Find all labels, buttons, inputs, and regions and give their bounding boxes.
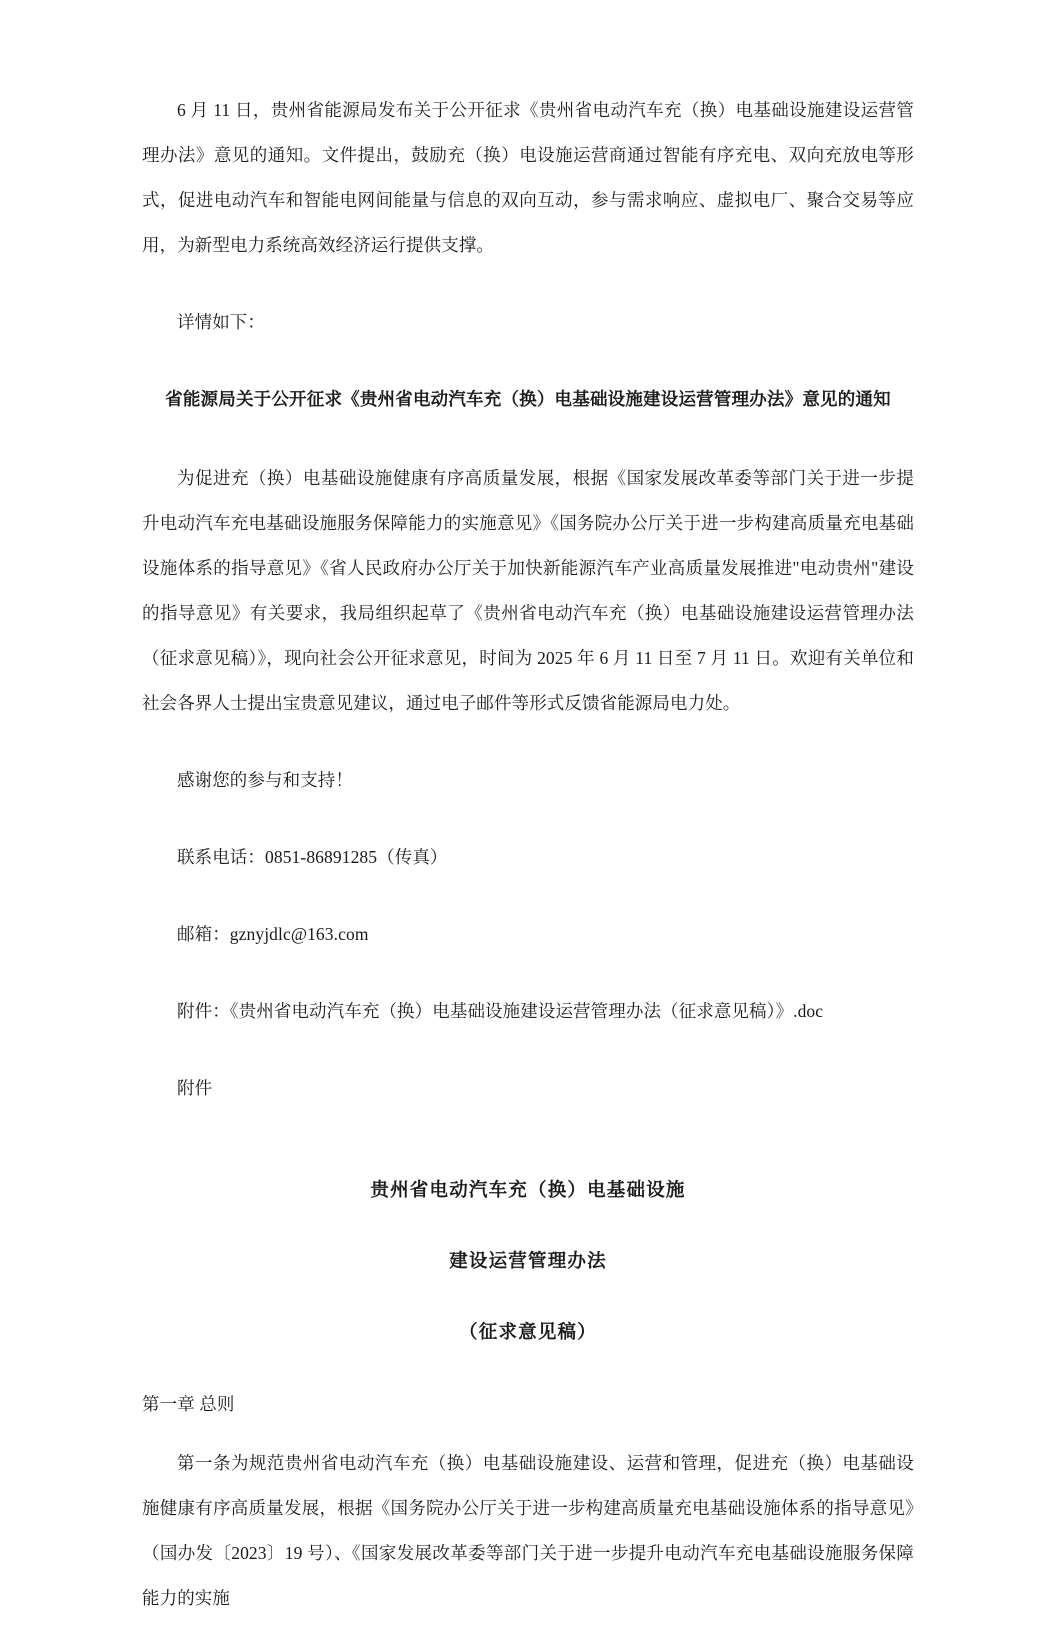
- measure-title-line-2: 建设运营管理办法: [449, 1252, 607, 1272]
- spacer: [142, 1052, 914, 1066]
- notice-body-paragraph: 为促进充（换）电基础设施健康有序高质量发展，根据《国家发展改革委等部门关于进一步提升电动汽车充电基础设施服务保障能力的实施意见》《国务院办公厅关于进一步构建高质量充电基础设施体系的指导意见》《省人民政府办公厅关于加快新能源汽车产业高质量发展推进"电动贵州"建设的指导意见》有关要求，我局组织起草了《贵州省电动汽车充（换）电基础设施建设运营管理办法（征求意见稿）》，现向社会公开征求意见，时间为 2025 年 6 月 11 日至 7 月 11 日。欢迎有关单位和社会各界人士提出宝贵意见建议，通过电子邮件等形式反馈省能源局电力处。: [142, 468, 914, 713]
- spacer: [142, 1427, 914, 1441]
- spacer: [142, 1214, 914, 1240]
- spacer: [142, 821, 914, 835]
- spacer: [142, 1285, 914, 1311]
- document-body: [142, 88, 914, 1621]
- article-one-paragraph: 第一条为规范贵州省电动汽车充（换）电基础设施建设、运营和管理，促进充（换）电基础设施健康有序高质量发展，根据《国务院办公厅关于进一步构建高质量充电基础设施体系的指导意见》（国办发〔2023〕19 号）、《国家发展改革委等部门关于进一步提升电动汽车充电基础设施服务保障能力的实施: [142, 1453, 914, 1608]
- details-lead: 详情如下：: [177, 312, 265, 332]
- spacer: [142, 363, 914, 377]
- spacer: [142, 286, 914, 300]
- measure-title-line-3: （征求意见稿）: [459, 1323, 597, 1343]
- chapter-one-heading: 第一章 总则: [142, 1394, 235, 1414]
- measure-title-line-1: 贵州省电动汽车充（换）电基础设施: [370, 1181, 686, 1201]
- contact-email: 邮箱：gznyjdlc@163.com: [177, 924, 369, 944]
- attachment-label: 附件: [177, 1078, 213, 1098]
- spacer: [142, 898, 914, 912]
- attachment-file-link[interactable]: 附件：《贵州省电动汽车充（换）电基础设施建设运营管理办法（征求意见稿）》.doc: [177, 1001, 824, 1021]
- notice-title: 省能源局关于公开征求《贵州省电动汽车充（换）电基础设施建设运营管理办法》意见的通知: [165, 389, 891, 409]
- spacer: [142, 442, 914, 456]
- spacer: [142, 1129, 914, 1169]
- intro-paragraph: 6 月 11 日，贵州省能源局发布关于公开征求《贵州省电动汽车充（换）电基础设施建设运营管理办法》意见的通知。文件提出，鼓励充（换）电设施运营商通过智能有序充电、双向充放电等形式，促进电动汽车和智能电网间能量与信息的双向互动，参与需求响应、虚拟电厂、聚合交易等应用，为新型电力系统高效经济运行提供支撑。: [142, 100, 914, 255]
- contact-phone: 联系电话：0851-86891285（传真）: [177, 847, 448, 867]
- spacer: [142, 975, 914, 989]
- thanks-line: 感谢您的参与和支持！: [177, 770, 353, 790]
- spacer: [142, 1356, 914, 1382]
- spacer: [142, 744, 914, 758]
